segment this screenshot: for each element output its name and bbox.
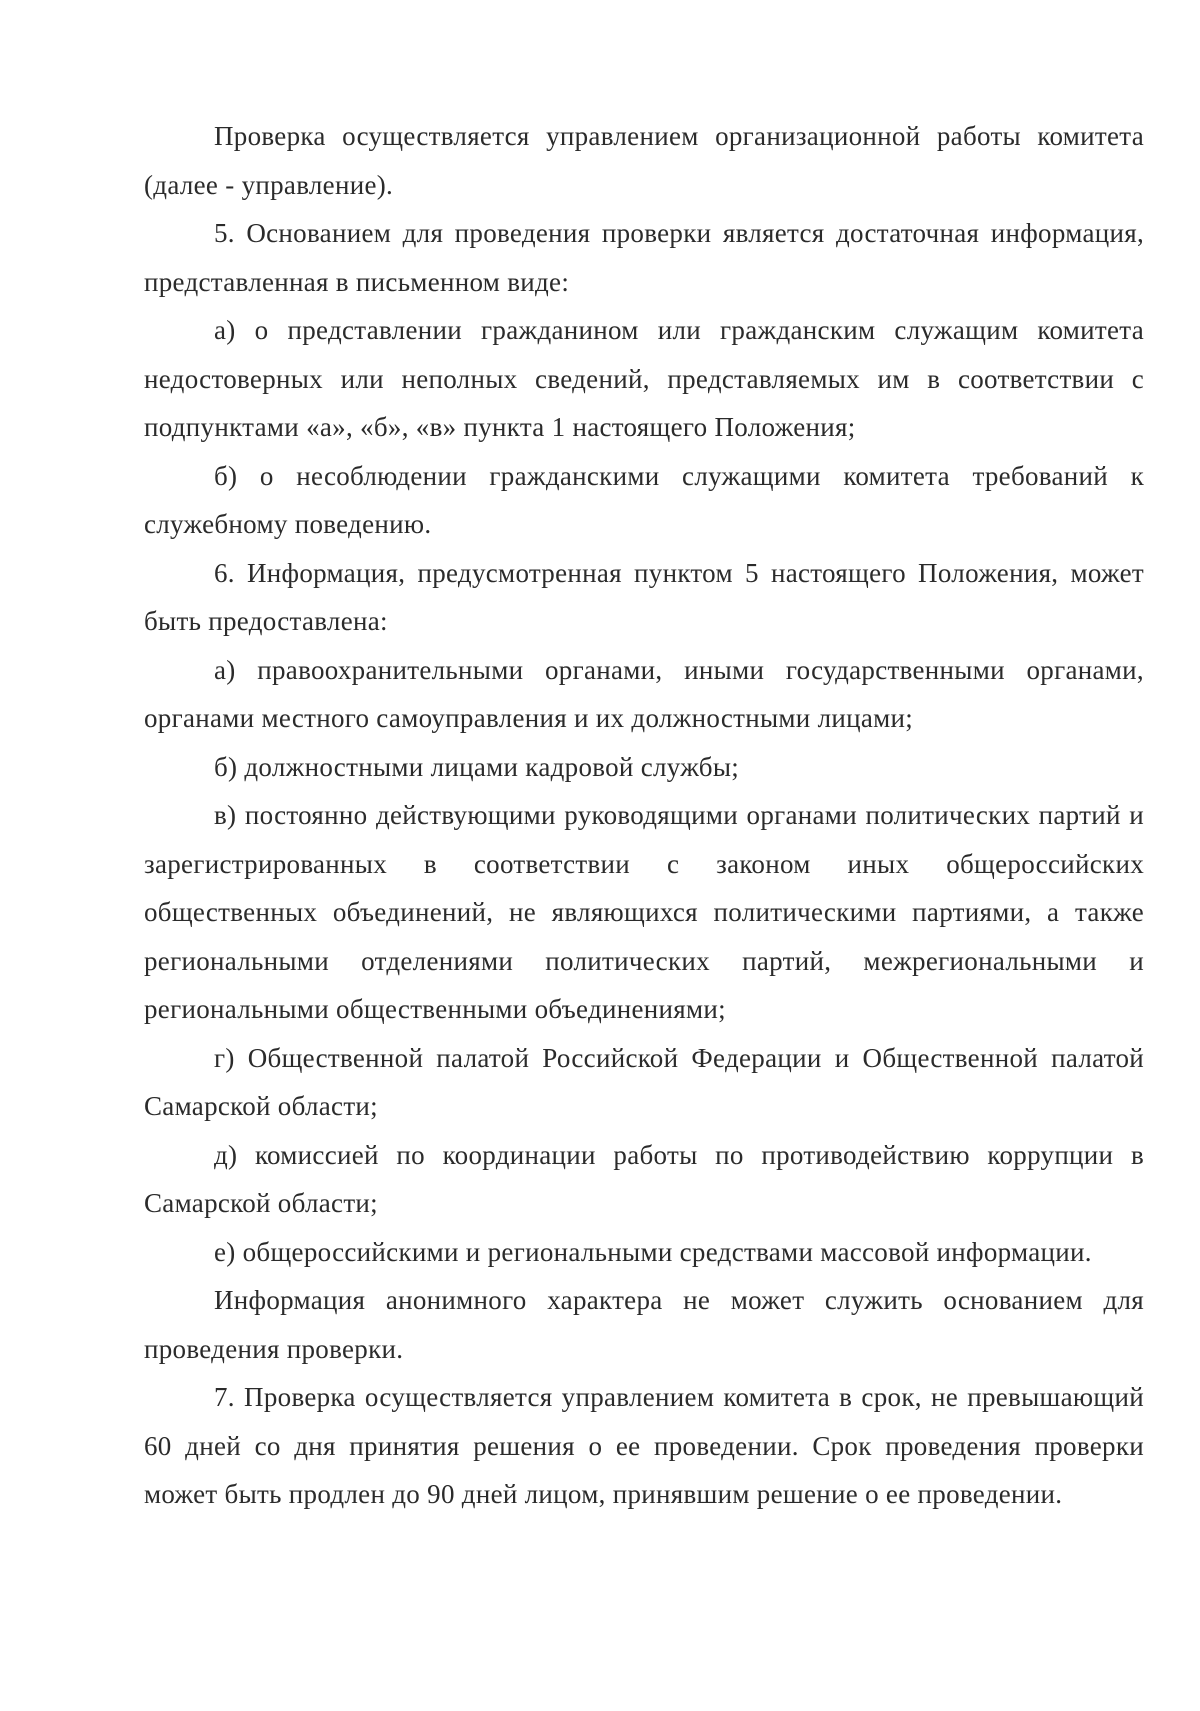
paragraph-item-6: 6. Информация, предусмотренная пунктом 5 настоящего Положения, может быть предоставлена: (144, 557, 1144, 636)
paragraph-anonymous-info: Информация анонимного характера не может служить основанием для проведения проверки. (144, 1285, 1144, 1364)
document-body (144, 112, 1144, 1519)
paragraph-item-6v: в) постоянно действующими руководящими органами политических партий и зарегистрированных в соответствии с законом иных общероссийских общественных объединений, не являющихся политическими партиями, а также региональными отделениями политических партий, межрегиональными и региональными общественными объединениями; (144, 800, 1144, 1024)
paragraph-item-5b: б) о несоблюдении гражданскими служащими комитета требований к служебному поведению. (144, 460, 1144, 539)
paragraph-item-7: 7. Проверка осуществляется управлением комитета в срок, не превышающий 60 дней со дня принятия решения о ее проведении. Срок проведения проверки может быть продлен до 90 дней лицом, принявшим решение о ее проведении. (144, 1382, 1144, 1509)
paragraph-item-5a: а) о представлении гражданином или гражданским служащим комитета недостоверных или неполных сведений, представляемых им в соответствии с подпунктами «а», «б», «в» пункта 1 настоящего Положения; (144, 315, 1144, 442)
paragraph-inspection-performer: Проверка осуществляется управлением организационной работы комитета (далее - управление). (144, 121, 1144, 200)
paragraph-item-6b: б) должностными лицами кадровой службы; (214, 751, 740, 782)
paragraph-item-5: 5. Основанием для проведения проверки является достаточная информация, представленная в письменном виде: (144, 218, 1144, 297)
paragraph-item-6g: г) Общественной палатой Российской Федерации и Общественной палатой Самарской области; (144, 1042, 1144, 1121)
paragraph-item-6e: е) общероссийскими и региональными средствами массовой информации. (214, 1236, 1092, 1267)
paragraph-item-6a: а) правоохранительными органами, иными государственными органами, органами местного самоуправления и их должностными лицами; (144, 654, 1144, 733)
paragraph-item-6d: д) комиссией по координации работы по противодействию коррупции в Самарской области; (144, 1139, 1144, 1218)
